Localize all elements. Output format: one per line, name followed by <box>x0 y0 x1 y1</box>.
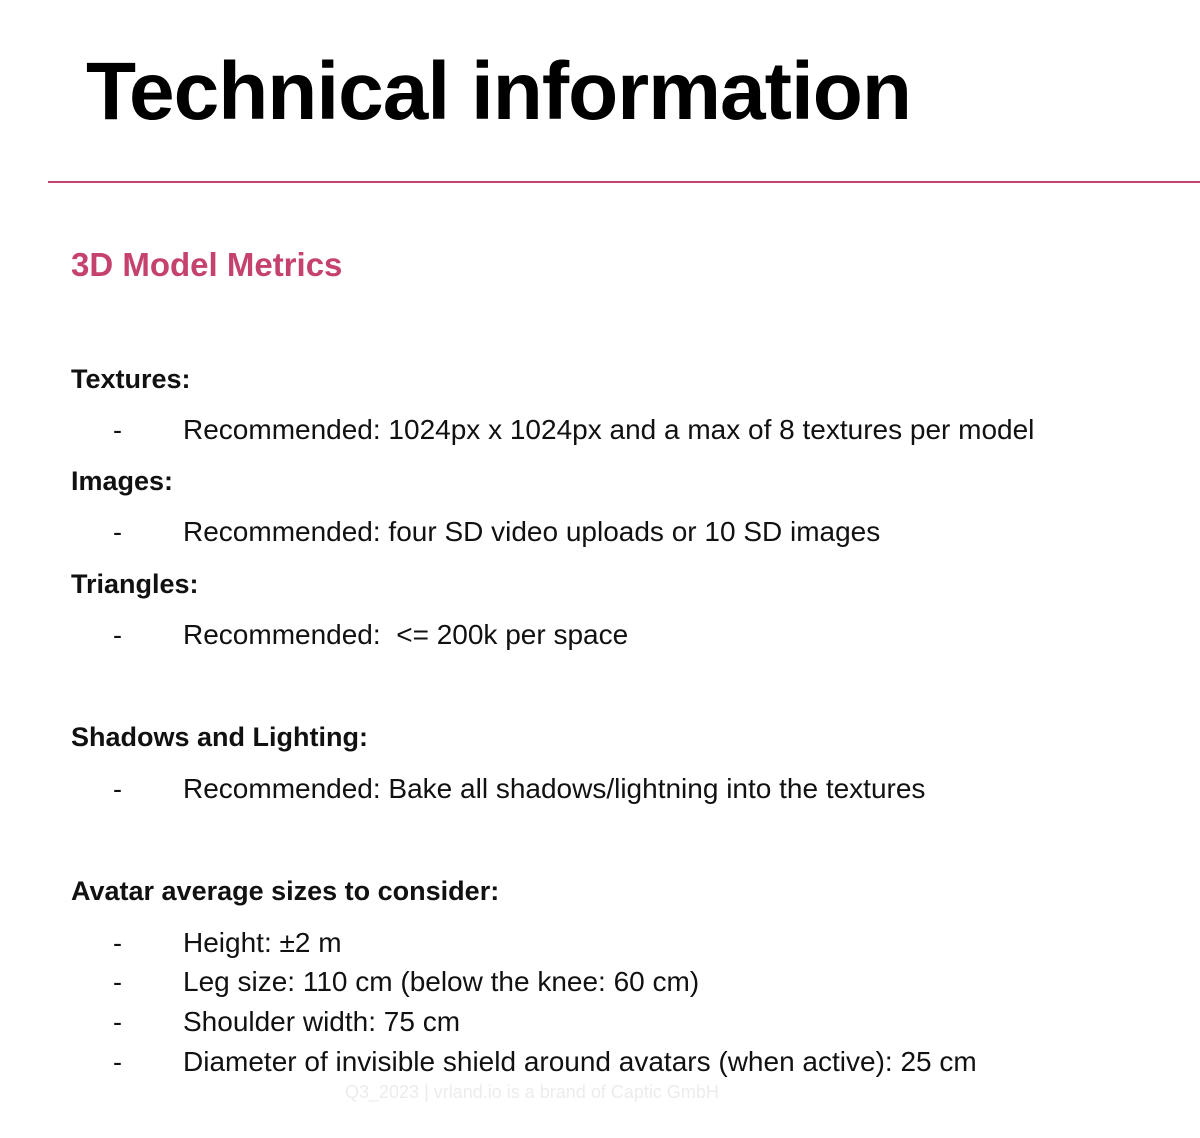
bullet-dash: - <box>113 774 122 804</box>
bullet-dash: - <box>113 620 122 650</box>
list-item <box>0 1004 1200 1040</box>
images-item-text: Recommended: four SD video uploads or 10 SD images <box>183 516 881 547</box>
shadows-item-text: Recommended: Bake all shadows/lightning into the textures <box>183 773 926 804</box>
list-item <box>0 1044 1200 1080</box>
footer-note: Q3_2023 | vrland.io is a brand of Captic GmbH <box>345 1082 719 1102</box>
images-label: Images: <box>71 466 174 496</box>
textures-label: Textures: <box>71 364 191 394</box>
avatar-shield-diameter-text: Diameter of invisible shield around avatars (when active): 25 cm <box>183 1046 977 1077</box>
list-item <box>0 964 1200 1000</box>
page-title: Technical information <box>86 46 911 137</box>
bullet-dash: - <box>113 928 122 958</box>
bullet-dash: - <box>113 967 122 997</box>
list-item <box>0 771 1200 807</box>
section-heading: 3D Model Metrics <box>71 246 343 283</box>
avatar-height-text: Height: ±2 m <box>183 927 342 958</box>
bullet-dash: - <box>113 517 122 547</box>
bullet-dash: - <box>113 1007 122 1037</box>
bullet-dash: - <box>113 415 122 445</box>
list-item <box>0 617 1200 653</box>
triangles-item-text: Recommended: <= 200k per space <box>183 619 629 650</box>
bullet-dash: - <box>113 1047 122 1077</box>
shadows-lighting-label: Shadows and Lighting: <box>71 722 368 752</box>
list-item <box>0 412 1200 448</box>
list-item <box>0 925 1200 961</box>
textures-item-text: Recommended: 1024px x 1024px and a max of 8 textures per model <box>183 414 1035 445</box>
avatar-shoulder-width-text: Shoulder width: 75 cm <box>183 1006 461 1037</box>
triangles-label: Triangles: <box>71 569 199 599</box>
avatar-leg-size-text: Leg size: 110 cm (below the knee: 60 cm) <box>183 966 700 997</box>
list-item <box>0 514 1200 550</box>
title-divider <box>48 181 1200 183</box>
avatar-sizes-label: Avatar average sizes to consider: <box>71 876 500 906</box>
